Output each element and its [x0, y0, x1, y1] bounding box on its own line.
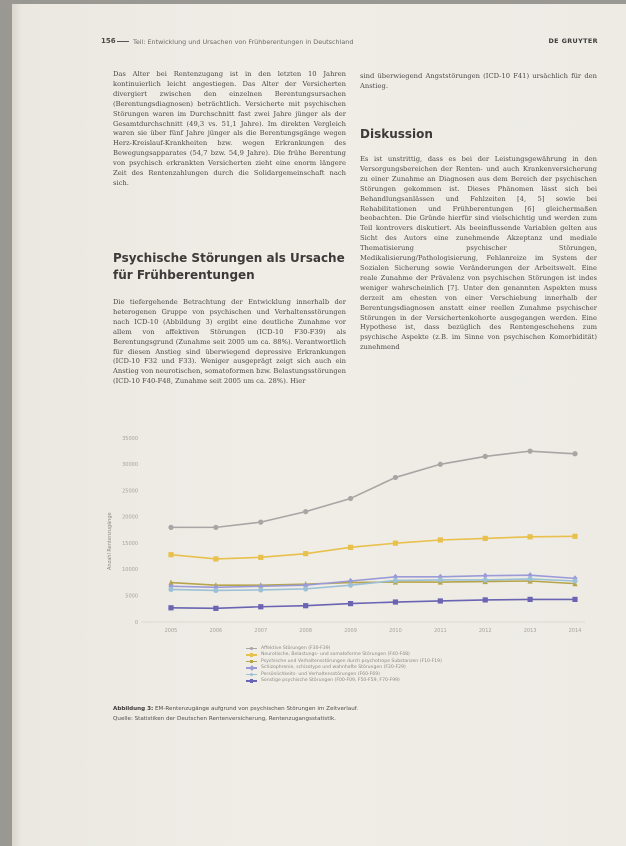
figure-caption [113, 705, 513, 724]
legend-label: Schizophrenie, schizotype und wahnhafte Störungen (F20-F29) [261, 665, 406, 671]
x-tick-label: 2013 [523, 628, 537, 634]
section-heading-discussion: Diskussion [360, 127, 433, 141]
data-point [303, 586, 308, 591]
y-tick-label: 0 [134, 619, 138, 626]
legend-swatch [246, 645, 257, 651]
chart-legend [246, 645, 546, 684]
legend-item [246, 678, 546, 685]
data-point [393, 475, 398, 480]
data-point [528, 597, 533, 602]
data-point [348, 496, 353, 501]
x-tick-label: 2014 [568, 628, 582, 634]
data-point [303, 551, 308, 556]
x-tick-label: 2011 [433, 628, 447, 634]
data-point [483, 454, 488, 459]
y-tick-label: 30000 [122, 462, 138, 469]
y-tick-label: 10000 [122, 567, 138, 574]
legend-label: Persönlichkeits- und Verhaltensstörungen (F60-F69) [261, 671, 380, 677]
legend-label: Neurotische, Belastungs- und somatoforme Störungen (F40-F48) [261, 652, 410, 658]
y-tick-label: 20000 [122, 514, 138, 521]
y-tick-label: 15000 [122, 540, 138, 547]
body-text-left-top: Das Alter bei Rentenzugang ist in den letzten 10 Jahren kontinuierlich leicht angestiegen. Das Alter der Versicherten divergiert zwischen den einzelnen Berentungsursachen (Berentungsdiagnosen) beträchtlich. Versicherte mit psychischen Störungen waren im Durchschnitt fast zwei Jahre jünger als der Gesamtdurchschnitt (49,3 vs. 51,1 Jahre). Im direkten Vergleich waren sie über fünf Jahre jünger als die Berentungsgänge wegen Herz-Kreislauf-Krankheiten bzw. wegen Erkrankungen des Bewegungsapparates (54,7 bzw. 54,9 Jahre). Die frühe Berentung von psychisch erkrankten Versicherten zieht eine enorm längere Zeit des Rentenzahlungen durch die Solidargemeinschaft nach sich. [113, 70, 346, 187]
legend-swatch [246, 671, 257, 677]
data-point [438, 537, 443, 542]
data-point [438, 598, 443, 603]
data-point [168, 525, 173, 530]
data-point [213, 588, 218, 593]
page-number: 156 [101, 37, 116, 45]
data-point [483, 577, 488, 582]
running-title: Teil: Entwicklung und Ursachen von Frühberentungen in Deutschland [133, 38, 354, 46]
data-point [168, 605, 173, 610]
x-tick-label: 2005 [164, 628, 178, 634]
data-point [258, 555, 263, 560]
legend-label: Psychische und Verhaltensstörungen durch psychotrope Substanzen (F10-F19) [261, 658, 442, 664]
data-point [303, 509, 308, 514]
legend-label: Affektive Störungen (F30-F39) [261, 645, 331, 651]
publisher-logo: DE GRUYTER [548, 37, 598, 45]
data-point [438, 577, 443, 582]
y-axis-label: Anzahl Rentenzugänge [107, 512, 113, 570]
body-text-right-top: sind überwiegend Angststörungen (ICD-10 F41) ursächlich für den Anstieg. [360, 72, 597, 90]
data-point [572, 578, 577, 583]
body-text-right-bottom: Es ist unstrittig, dass es bei der Leistungsgewährung in den Versorgungsbereichen der Renten- und auch Krankenversicherung zu einer Zunahme an Diagnosen aus dem Bereich der psychischen Störungen gekommen ist. Dieses Phänomen lässt sich bei Behandlungsanlässen und Fehlzeiten [4, 5] sowie bei Rehabilitationen und Frühberentungen [6] gleichermaßen beobachten. Die Gründe hierfür sind vielschichtig und werden zum Teil kontrovers diskutiert. Als beeinflussende Variablen gelten aus Sicht des Autors eine zunehmende Akzeptanz und mediale Thematisierung psychischer Störungen, Medikalisierung/Pathologisierung, Fehlanreize im System der Sozialen Sicherung sowie Veränderungen der Arbeitswelt. Eine reale Zunahme der Prävalenz von psychischen Störungen ist indes weniger wahrscheinlich [7]. Unter den genannten Aspekten muss derzeit am ehesten von einer Verschiebung innerhalb der Berentungsdiagnosen anstatt einer reellen Zunahme psychischer Störungen in der Versichertenkohorte ausgegangen werden. Eine Hypothese ist, dass bezüglich des Rentengeschehens zum psychische Aspekte (z.B. im Sinne von psychischen Komorbidität) zunehmend [360, 155, 597, 352]
data-point [348, 545, 353, 550]
data-point [213, 556, 218, 561]
x-tick-label: 2012 [478, 628, 492, 634]
data-point [213, 606, 218, 611]
legend-swatch [246, 652, 257, 658]
caption-source: Quelle: Statistiken der Deutschen Rentenversicherung, Rentenzugangsstatistik. [113, 715, 336, 722]
data-point [528, 534, 533, 539]
x-tick-label: 2008 [299, 628, 313, 634]
x-tick-label: 2009 [344, 628, 357, 634]
series-line-1 [171, 451, 575, 527]
data-point [348, 583, 353, 588]
data-point [438, 462, 443, 467]
data-point [572, 597, 577, 602]
caption-text: EM-Rentenzugänge aufgrund von psychischen Störungen im Zeitverlauf. [155, 706, 359, 712]
x-tick-label: 2007 [254, 628, 268, 634]
y-tick-label: 35000 [122, 435, 138, 442]
data-point [528, 576, 533, 581]
data-point [168, 587, 173, 592]
header-rule [117, 41, 129, 42]
series-line-6 [171, 599, 575, 608]
legend-swatch [246, 678, 257, 684]
data-point [572, 534, 577, 539]
x-tick-label: 2006 [209, 628, 223, 634]
legend-swatch [246, 658, 257, 664]
page-header [101, 37, 598, 49]
data-point [572, 451, 577, 456]
data-point [258, 520, 263, 525]
data-point [348, 601, 353, 606]
data-point [393, 541, 398, 546]
legend-label: Sonstige psychische Störungen (F00-F09, F50-F59, F70-F99) [261, 678, 400, 684]
caption-label: Abbildung 3: [113, 706, 154, 712]
series-line-2 [171, 536, 575, 559]
data-point [213, 525, 218, 530]
legend-swatch [246, 665, 257, 671]
data-point [303, 603, 308, 608]
x-tick-label: 2010 [389, 628, 402, 634]
data-point [483, 536, 488, 541]
data-point [258, 604, 263, 609]
data-point [258, 587, 263, 592]
data-point [393, 578, 398, 583]
line-chart [105, 430, 605, 645]
data-point [168, 552, 173, 557]
section-heading-psych: Psychische Störungen als Ursache für Frühberentungen [113, 251, 345, 282]
data-point [483, 597, 488, 602]
data-point [393, 599, 398, 604]
body-text-left-bottom: Die tiefergehende Betrachtung der Entwicklung innerhalb der heterogenen Gruppe von psychischen und Verhaltensstörungen nach ICD-10 (Abbildung 3) ergibt eine deutliche Zunahme vor allem von affektiven Störungen (ICD-10 F30-F39) als Berentungsgrund (Zunahme seit 2005 um ca. 88%). Verantwortlich für diesen Anstieg sind überwiegend depressive Erkrankungen (ICD-10 F32 und F33). Weniger ausgeprägt zeigt sich auch ein Anstieg von neurotischen, somatoformen bzw. Belastungsstörungen (ICD-10 F40-F48, Zunahme seit 2005 um ca. 28%). Hier [113, 298, 346, 386]
y-tick-label: 5000 [125, 593, 138, 600]
y-tick-label: 25000 [122, 488, 138, 495]
data-point [528, 449, 533, 454]
